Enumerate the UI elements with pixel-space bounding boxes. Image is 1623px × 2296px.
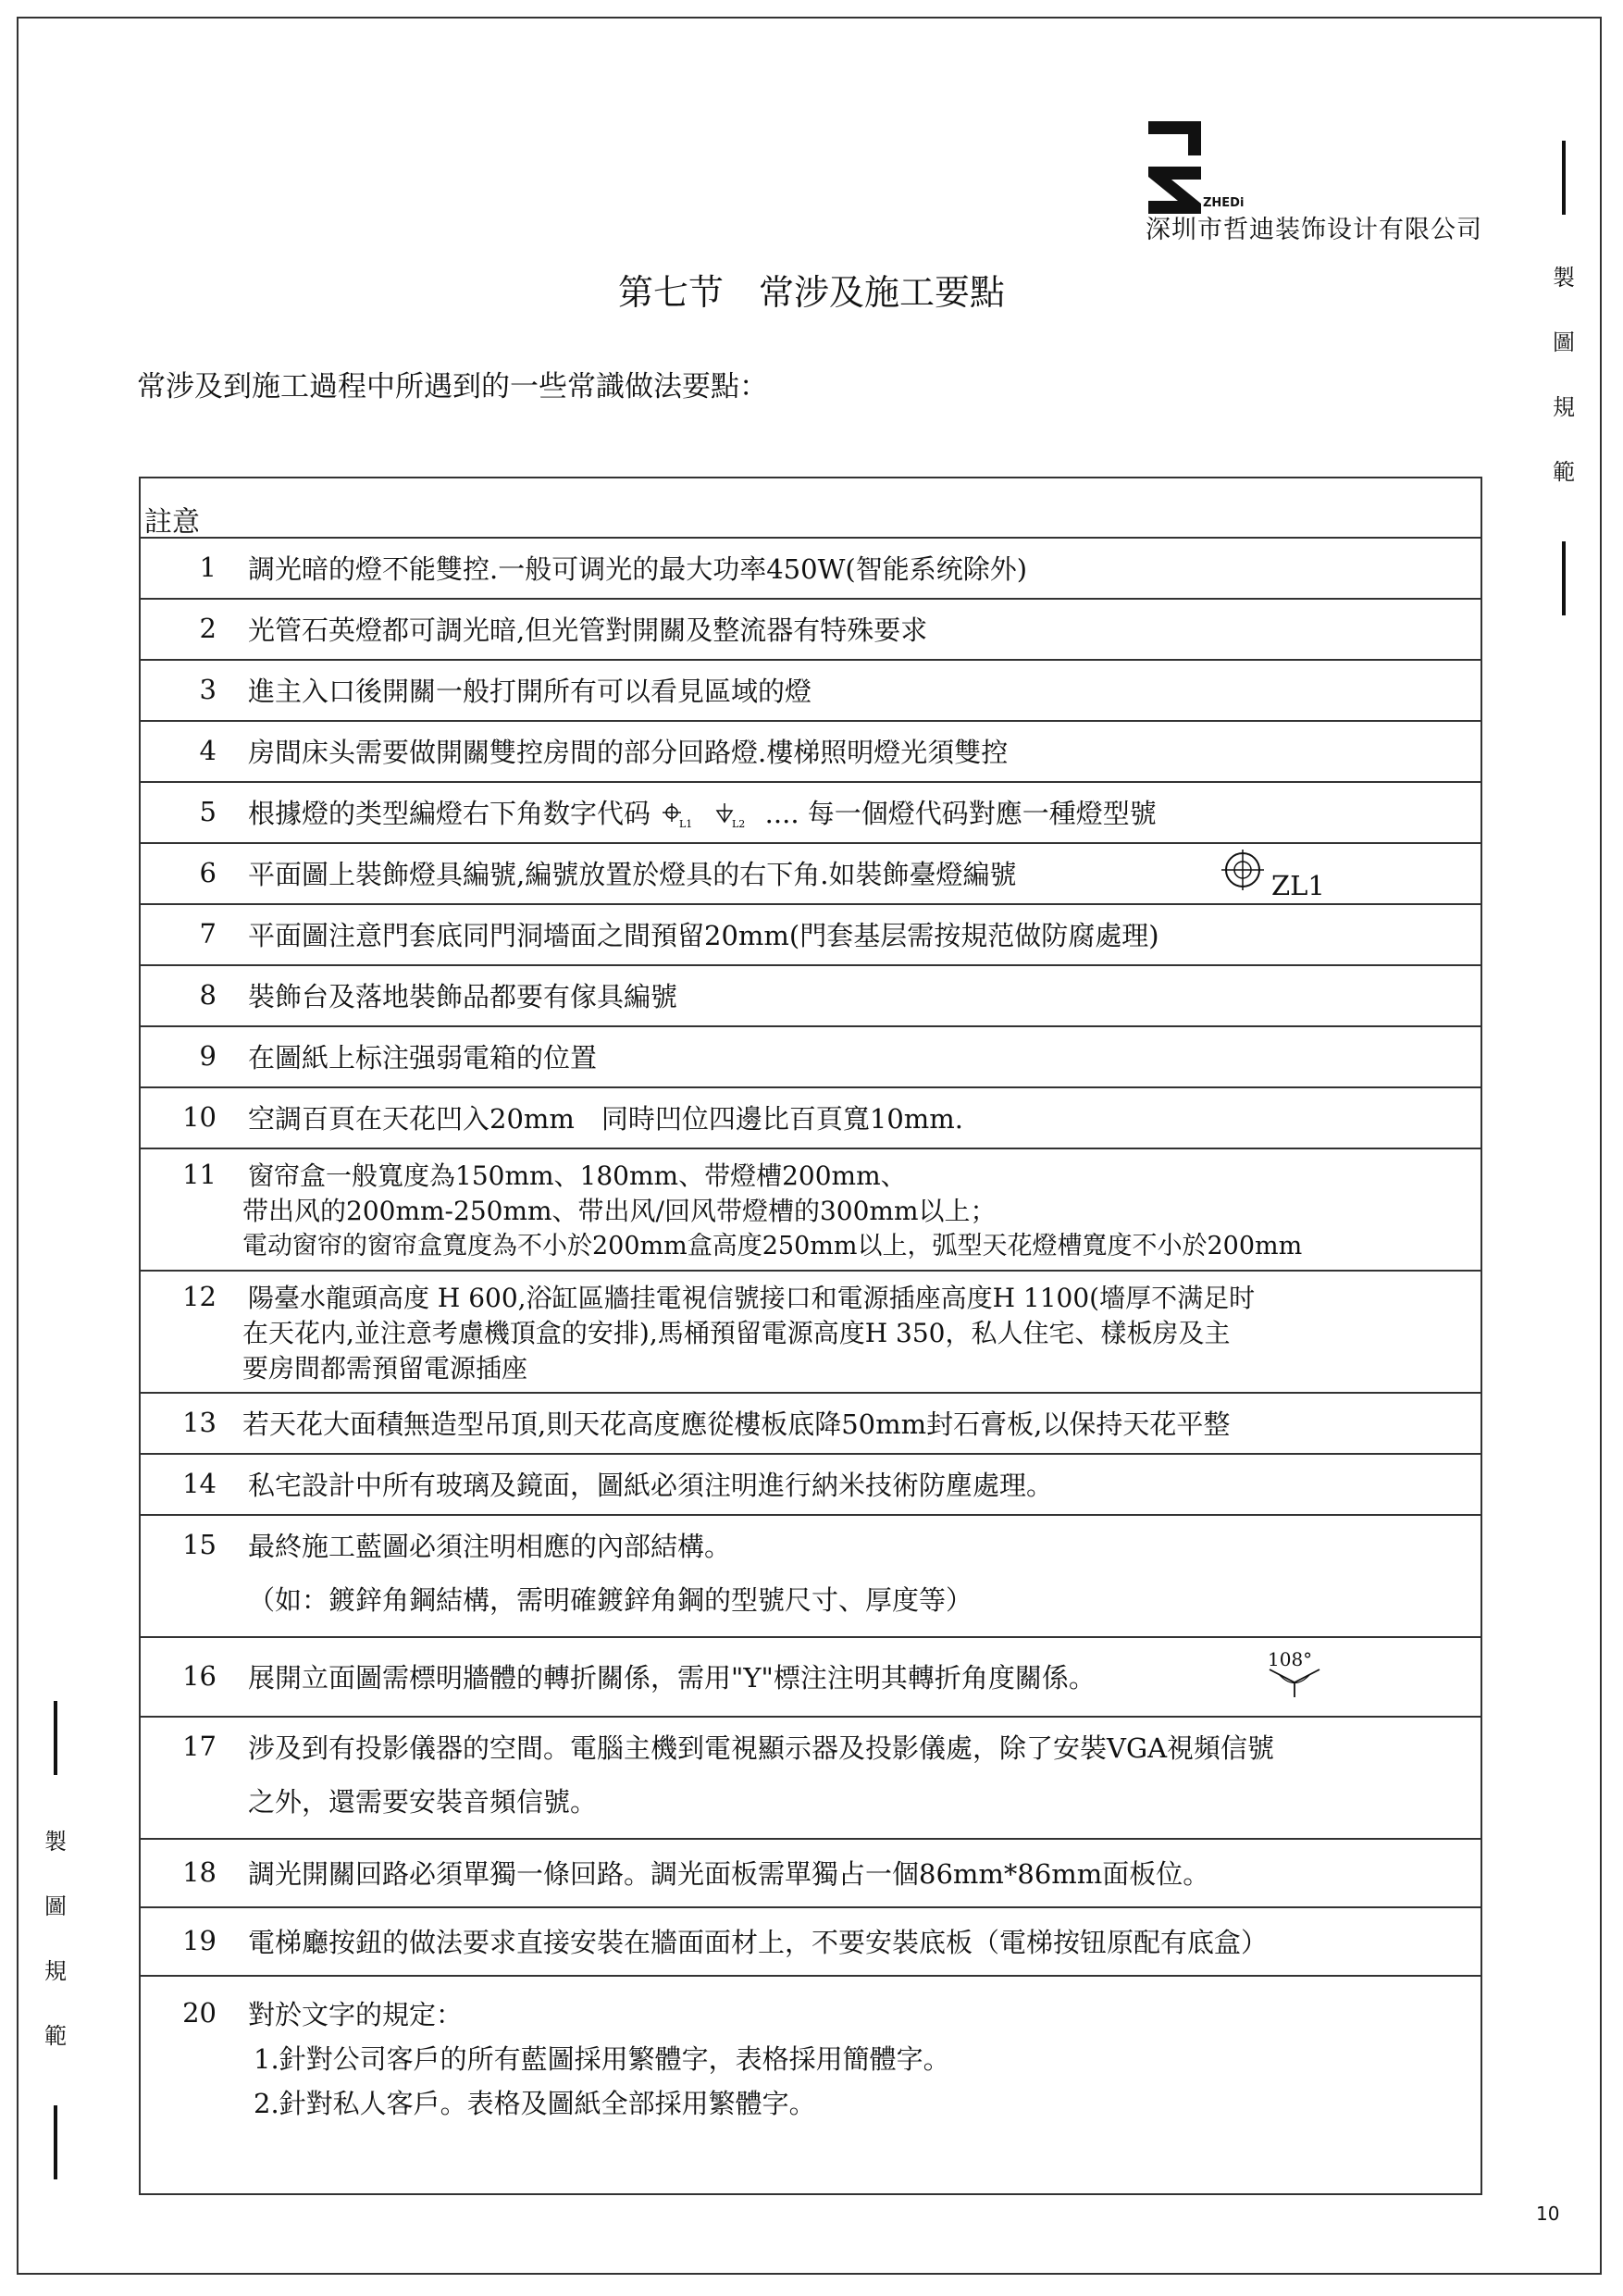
table-row bbox=[141, 844, 1481, 905]
side-bar-top-left bbox=[54, 1701, 57, 1775]
row-text: 調光暗的燈不能雙控.一般可调光的最大功率450W(智能系统除外) bbox=[248, 553, 1028, 585]
row-text-line: 最終施工藍圖必須注明相應的內部結構。 bbox=[248, 1531, 732, 1562]
row-number: 12 bbox=[182, 1281, 217, 1312]
row-number: 15 bbox=[182, 1529, 217, 1560]
table-row bbox=[141, 1027, 1481, 1088]
row-text: 調光開關回路必須單獨一條回路。調光面板需單獨占一個86mm*86mm面板位。 bbox=[248, 1858, 1210, 1890]
side-bar-bottom-left bbox=[54, 2105, 57, 2179]
intro-text: 常涉及到施工過程中所遇到的一些常識做法要點： bbox=[137, 370, 768, 403]
row-number: 20 bbox=[182, 1997, 217, 2029]
row-text: 電梯廳按鈕的做法要求直接安裝在牆面面材上，不要安裝底板（電梯按钮原配有底盒） bbox=[248, 1927, 1269, 1958]
row-text-line: 要房間都需預留電源插座 bbox=[242, 1353, 528, 1384]
y-angle-symbol-icon bbox=[1266, 1664, 1323, 1701]
row-number: 7 bbox=[199, 918, 217, 949]
row-text: 平面圖上裝飾燈具編號,編號放置於燈具的右下角.如裝飾臺燈編號 bbox=[248, 859, 1017, 890]
row-number: 18 bbox=[182, 1856, 217, 1888]
svg-text:L2: L2 bbox=[732, 818, 746, 830]
lamp-symbol-label: ZL1 bbox=[1271, 870, 1325, 901]
table-row bbox=[141, 905, 1481, 966]
row-number: 2 bbox=[199, 613, 217, 644]
row-text-line: 電动窗帘的窗帘盒寬度為不小於200mm盒高度250mm以上，弧型天花燈槽寬度不小於200mm bbox=[242, 1232, 1303, 1260]
logo-text: ZHEDi bbox=[1203, 196, 1245, 210]
row-number: 1 bbox=[199, 552, 217, 583]
table-row bbox=[141, 1088, 1481, 1149]
row-text: 裝飾台及落地裝飾品都要有傢具編號 bbox=[248, 981, 678, 1012]
table-row bbox=[141, 1908, 1481, 1977]
table-row bbox=[141, 722, 1481, 783]
table-row bbox=[141, 783, 1481, 844]
row-number: 10 bbox=[182, 1101, 217, 1133]
row-number: 6 bbox=[199, 857, 217, 888]
row-text-line: 之外，還需要安裝音頻信號。 bbox=[248, 1786, 598, 1818]
row-text-line: 1.針對公司客戶的所有藍圖採用繁體字，表格採用簡體字。 bbox=[254, 2043, 950, 2075]
side-bar-bottom-right bbox=[1562, 541, 1566, 615]
table-row bbox=[141, 966, 1481, 1027]
angle-label: 108° bbox=[1268, 1648, 1313, 1670]
side-label-right: 製 圖 規 範 bbox=[1553, 265, 1575, 485]
row-text: 展開立面圖需標明牆體的轉折關係，需用"Y"標注注明其轉折角度關係。 bbox=[248, 1662, 1096, 1694]
table-row bbox=[141, 1455, 1481, 1516]
row-text: 空調百頁在天花凹入20mm 同時凹位四邊比百頁寬10mm. bbox=[248, 1103, 964, 1135]
row-text: 房間床头需要做開關雙控房間的部分回路燈.樓梯照明燈光須雙控 bbox=[248, 737, 1009, 768]
row-number: 17 bbox=[182, 1731, 217, 1762]
table-row bbox=[141, 1638, 1481, 1718]
row-number: 9 bbox=[199, 1040, 217, 1072]
page-number: 10 bbox=[1536, 2203, 1560, 2225]
page-title: 第七节 常涉及施工要點 bbox=[617, 272, 1005, 313]
table-row bbox=[141, 1149, 1481, 1272]
row-text: 若天花大面積無造型吊頂,則天花高度應從樓板底降50mm封石膏板,以保持天花平整 bbox=[242, 1409, 1231, 1440]
row-text: 光管石英燈都可調光暗,但光管對開關及整流器有特殊要求 bbox=[248, 614, 928, 646]
row-number: 8 bbox=[199, 979, 217, 1011]
table-row bbox=[141, 1977, 1481, 2193]
row-text: 私宅設計中所有玻璃及鏡面，圖紙必須注明進行納米技術防塵處理。 bbox=[248, 1470, 1054, 1501]
row-text-line: 窗帘盒一般寬度為150mm、180mm、带燈槽200mm、 bbox=[248, 1160, 907, 1191]
row-number: 13 bbox=[182, 1407, 217, 1438]
row-number: 5 bbox=[199, 796, 217, 827]
row-text-line: 涉及到有投影儀器的空間。電腦主機到電視顯示器及投影儀處，除了安裝VGA視頻信號 bbox=[248, 1732, 1275, 1764]
svg-text:L1: L1 bbox=[679, 818, 693, 830]
row-text-line: 2.針對私人客戶。表格及圖紙全部採用繁體字。 bbox=[254, 2088, 816, 2119]
light-symbol-l2-icon bbox=[712, 800, 756, 831]
table-header-row bbox=[141, 478, 1481, 539]
row-number: 14 bbox=[182, 1468, 217, 1499]
row-number: 3 bbox=[199, 674, 217, 705]
row-number: 16 bbox=[182, 1660, 217, 1692]
row-text-line: （如：鍍鋅角鋼結構，需明確鍍鋅角鋼的型號尺寸、厚度等） bbox=[248, 1584, 973, 1616]
row-number: 4 bbox=[199, 735, 217, 766]
table-row bbox=[141, 661, 1481, 722]
row-text-line: 對於文字的規定： bbox=[248, 1999, 464, 2030]
row-text: 在圖紙上标注强弱電箱的位置 bbox=[248, 1042, 598, 1074]
row-number: 11 bbox=[182, 1159, 217, 1190]
row-text: 平面圖注意門套底同門洞墻面之間預留20mm(門套基层需按規范做防腐處理) bbox=[248, 920, 1159, 951]
row-text: 進主入口後開關一般打開所有可以看見區域的燈 bbox=[248, 676, 812, 707]
row-text-line: 带出风的200mm-250mm、带出风/回风带燈槽的300mm以上； bbox=[242, 1196, 997, 1226]
table-row bbox=[141, 1272, 1481, 1394]
table-row bbox=[141, 539, 1481, 600]
light-symbol-l1-icon bbox=[659, 800, 703, 831]
side-label-left: 製 圖 規 範 bbox=[44, 1829, 67, 2049]
row-text-line: 在天花内,並注意考慮機頂盒的安排),馬桶預留電源高度H 350，私人住宅、樣板房及主 bbox=[242, 1318, 1231, 1348]
table-row bbox=[141, 1840, 1481, 1908]
decorative-lamp-symbol-icon bbox=[1220, 848, 1270, 896]
company-name: 深圳市哲迪装饰设计有限公司 bbox=[1146, 216, 1482, 244]
notes-table bbox=[139, 477, 1482, 2195]
row-text: 根據燈的类型編燈右下角数字代码 L1 L2 .... 每一個燈代码對應一種燈型號 bbox=[248, 798, 1157, 830]
table-row bbox=[141, 1394, 1481, 1455]
row-number: 19 bbox=[182, 1925, 217, 1956]
row-text-line: 陽臺水龍頭高度 H 600,浴缸區牆挂電視信號接口和電源插座高度H 1100(墻厚不满足时 bbox=[248, 1283, 1256, 1313]
table-row bbox=[141, 1718, 1481, 1840]
company-logo bbox=[1146, 118, 1245, 220]
table-header: 註意 bbox=[144, 506, 200, 539]
table-row bbox=[141, 1516, 1481, 1638]
side-bar-top-right bbox=[1562, 141, 1566, 215]
table-row bbox=[141, 600, 1481, 661]
